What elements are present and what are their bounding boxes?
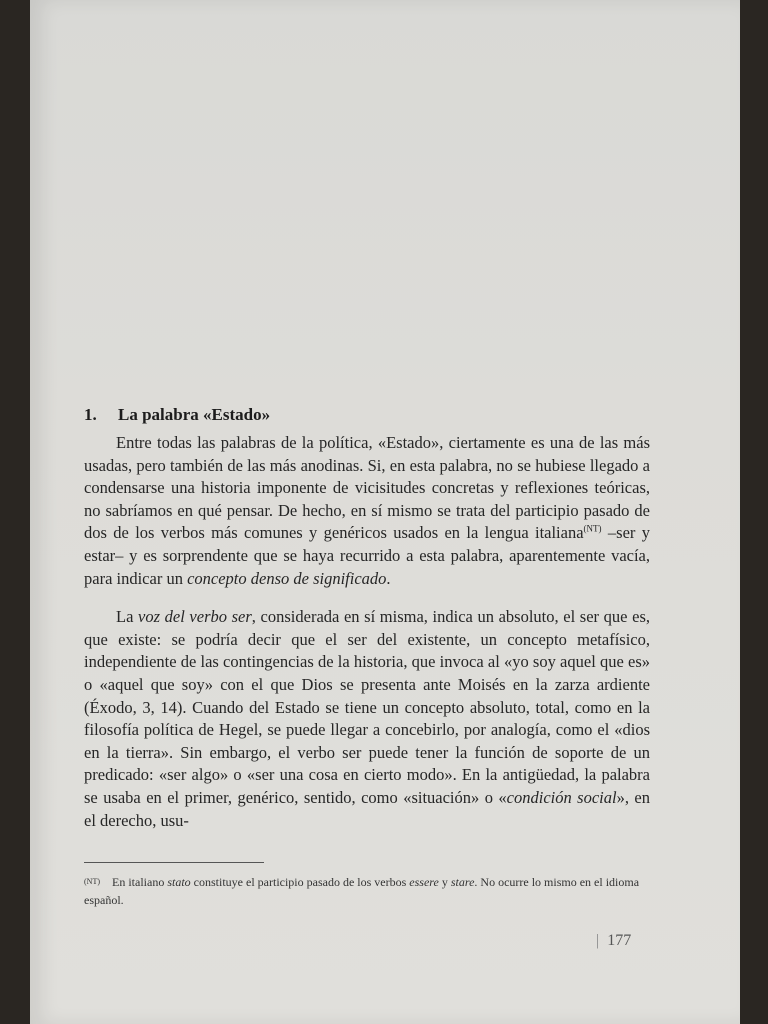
paragraph-2-text-a: La xyxy=(116,607,139,627)
section-number: 1. xyxy=(84,405,97,424)
paragraph-2-text-c: », en el derecho, usu- xyxy=(84,787,651,830)
paragraph-1-text-b: –ser y estar– y es sorprendente que se haya recurrido a esta palabra, aparentemente vacía, para indicar un xyxy=(84,523,650,588)
translator-note-marker: (NT) xyxy=(583,523,602,534)
footnote-text-a: En italiano xyxy=(112,875,168,889)
section-title: La palabra «Estado» xyxy=(118,405,271,424)
section-heading xyxy=(84,405,270,425)
body-text xyxy=(84,432,650,832)
page-number: | 177 xyxy=(596,932,632,949)
paragraph-1-text-a: Entre todas las palabras de la política, «Estado», ciertamente es una de las más usadas, pero también de las más anodinas. Si, en esta palabra, no se hubiese llegado a condensarse una historia imponente de vicisitudes concretas y reflexiones teóricas, no sabríamos en qué pensar. De hecho, en sí mismo se trata del participio pasado de dos de los verbos más comunes y genéricos usados en la lengua italiana xyxy=(84,433,650,543)
paragraph-1-emphasis: concepto denso de significado xyxy=(187,568,387,588)
paragraph-2-text-b: , considerada en sí misma, indica un absoluto, el ser que es, que existe: se podría decir que el ser del existente, un concepto metafísico, independiente de las contingencias de la historia, que invoca al «yo soy aquel que es» o «aquel que soy» con el que Dios se presenta ante Moisés en la zarza ardiente (Éxodo, 3, 14). Cuando del Estado se tiene un concepto absoluto, total, como en la filosofía política de Hegel, se puede llegar a concebirlo, por analogía, como el «dios en la tierra». Sin embargo, el verbo ser puede tener la función de soporte de un predicado: «ser algo» o «ser una cosa en cierto modo». En la antigüedad, la palabra se usaba en el primer, genérico, sentido, como «situación» o « xyxy=(84,607,650,807)
footnote-emphasis-1: stato xyxy=(167,875,191,889)
footnote-text-d: . No ocurre lo mismo en el idioma español. xyxy=(84,875,640,907)
footnote-text-b: constituye el participio pasado de los verbos xyxy=(190,875,410,889)
footnote-marker: (NT) xyxy=(84,877,100,886)
page-number-value: 177 xyxy=(607,932,632,949)
paragraph-2 xyxy=(84,606,650,832)
paragraph-2-emphasis-1: voz del verbo ser xyxy=(138,607,252,627)
paragraph-1 xyxy=(84,432,650,590)
footnote-text-c: y xyxy=(438,875,451,889)
paragraph-2-emphasis-2: condición social xyxy=(506,787,617,807)
footnote-divider xyxy=(84,862,264,863)
paragraph-1-text-c: . xyxy=(386,568,391,588)
footnote-emphasis-2: essere xyxy=(409,875,439,889)
footnote-emphasis-3: stare xyxy=(450,875,475,889)
footnote xyxy=(84,873,650,909)
